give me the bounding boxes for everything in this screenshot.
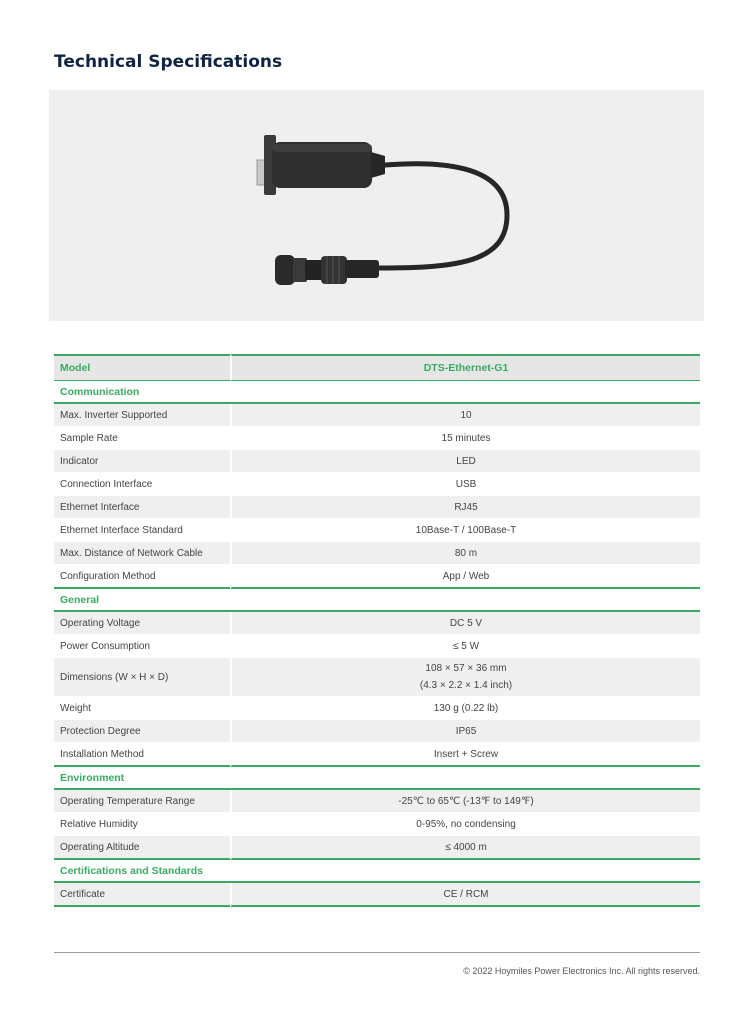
section-title: General (54, 589, 700, 612)
row-label: Dimensions (W × H × D) (54, 658, 230, 697)
row-label: Operating Voltage (54, 612, 230, 635)
row-value (230, 565, 700, 589)
table-row (54, 519, 700, 542)
row-label: Protection Degree (54, 720, 230, 743)
row-value-line: 10 (460, 409, 472, 421)
row-value (230, 790, 700, 813)
row-label: Ethernet Interface (54, 496, 230, 519)
row-label: Indicator (54, 450, 230, 473)
row-value-line: App / Web (442, 570, 490, 582)
spec-table-body (54, 354, 700, 907)
row-value-line: ≤ 5 W (452, 640, 480, 652)
row-label: Max. Distance of Network Cable (54, 542, 230, 565)
page-title: Technical Specifications (54, 52, 283, 72)
row-value-line: DC 5 V (449, 617, 483, 629)
row-value-line: 80 m (454, 547, 478, 559)
row-value (230, 473, 700, 496)
model-value: DTS-Ethernet-G1 (230, 354, 700, 381)
table-row (54, 450, 700, 473)
product-illustration (49, 90, 704, 321)
row-value-line: -25℃ to 65℃ (-13℉ to 149℉) (398, 795, 534, 807)
table-row (54, 836, 700, 860)
row-label: Operating Temperature Range (54, 790, 230, 813)
row-value-line: (4.3 × 2.2 × 1.4 inch) (419, 680, 513, 691)
row-value (230, 427, 700, 450)
model-label: Model (54, 354, 230, 381)
row-label: Operating Altitude (54, 836, 230, 860)
footer-divider (54, 952, 700, 953)
row-value (230, 635, 700, 658)
row-value (230, 720, 700, 743)
section-header-row (54, 589, 700, 612)
row-value-line: 10Base-T / 100Base-T (415, 524, 517, 536)
row-value (230, 743, 700, 767)
row-value (230, 612, 700, 635)
section-title: Environment (54, 767, 700, 790)
row-value-line: 15 minutes (441, 432, 491, 444)
row-value (230, 496, 700, 519)
row-label: Configuration Method (54, 565, 230, 589)
section-title: Communication (54, 381, 700, 404)
row-value-line: LED (456, 455, 476, 467)
table-row (54, 542, 700, 565)
row-value (230, 542, 700, 565)
row-label: Max. Inverter Supported (54, 404, 230, 427)
row-label: Power Consumption (54, 635, 230, 658)
row-value-line: RJ45 (454, 501, 478, 513)
table-row (54, 883, 700, 907)
section-title: Certifications and Standards (54, 860, 700, 883)
row-label: Weight (54, 697, 230, 720)
spec-table (54, 354, 700, 907)
row-value (230, 697, 700, 720)
row-label: Installation Method (54, 743, 230, 767)
table-row (54, 427, 700, 450)
model-row (54, 354, 700, 381)
row-value-line: CE / RCM (443, 888, 489, 900)
row-label: Certificate (54, 883, 230, 907)
table-row (54, 720, 700, 743)
table-row (54, 496, 700, 519)
row-value (230, 450, 700, 473)
row-value-line: 0-95%, no condensing (416, 818, 516, 830)
row-label: Ethernet Interface Standard (54, 519, 230, 542)
table-row (54, 473, 700, 496)
row-value-line: Insert + Screw (433, 748, 499, 760)
row-label: Relative Humidity (54, 813, 230, 836)
row-label: Sample Rate (54, 427, 230, 450)
table-row (54, 790, 700, 813)
section-header-row (54, 381, 700, 404)
product-image (49, 90, 704, 321)
row-label: Connection Interface (54, 473, 230, 496)
row-value (230, 519, 700, 542)
row-value (230, 883, 700, 907)
table-row (54, 404, 700, 427)
table-row (54, 813, 700, 836)
row-value-line: 108 × 57 × 36 mm (425, 663, 507, 674)
table-row (54, 612, 700, 635)
row-value (230, 404, 700, 427)
row-value-line: IP65 (455, 725, 477, 737)
section-header-row (54, 860, 700, 883)
table-row (54, 565, 700, 589)
row-value (230, 658, 700, 697)
table-row (54, 743, 700, 767)
row-value-line: USB (455, 478, 477, 490)
section-header-row (54, 767, 700, 790)
row-value-line: 130 g (0.22 lb) (433, 702, 499, 714)
row-value-line: ≤ 4000 m (445, 841, 487, 853)
row-value (230, 836, 700, 860)
copyright: © 2022 Hoymiles Power Electronics Inc. All rights reserved. (463, 966, 700, 976)
table-row (54, 697, 700, 720)
table-row (54, 658, 700, 697)
table-row (54, 635, 700, 658)
row-value (230, 813, 700, 836)
